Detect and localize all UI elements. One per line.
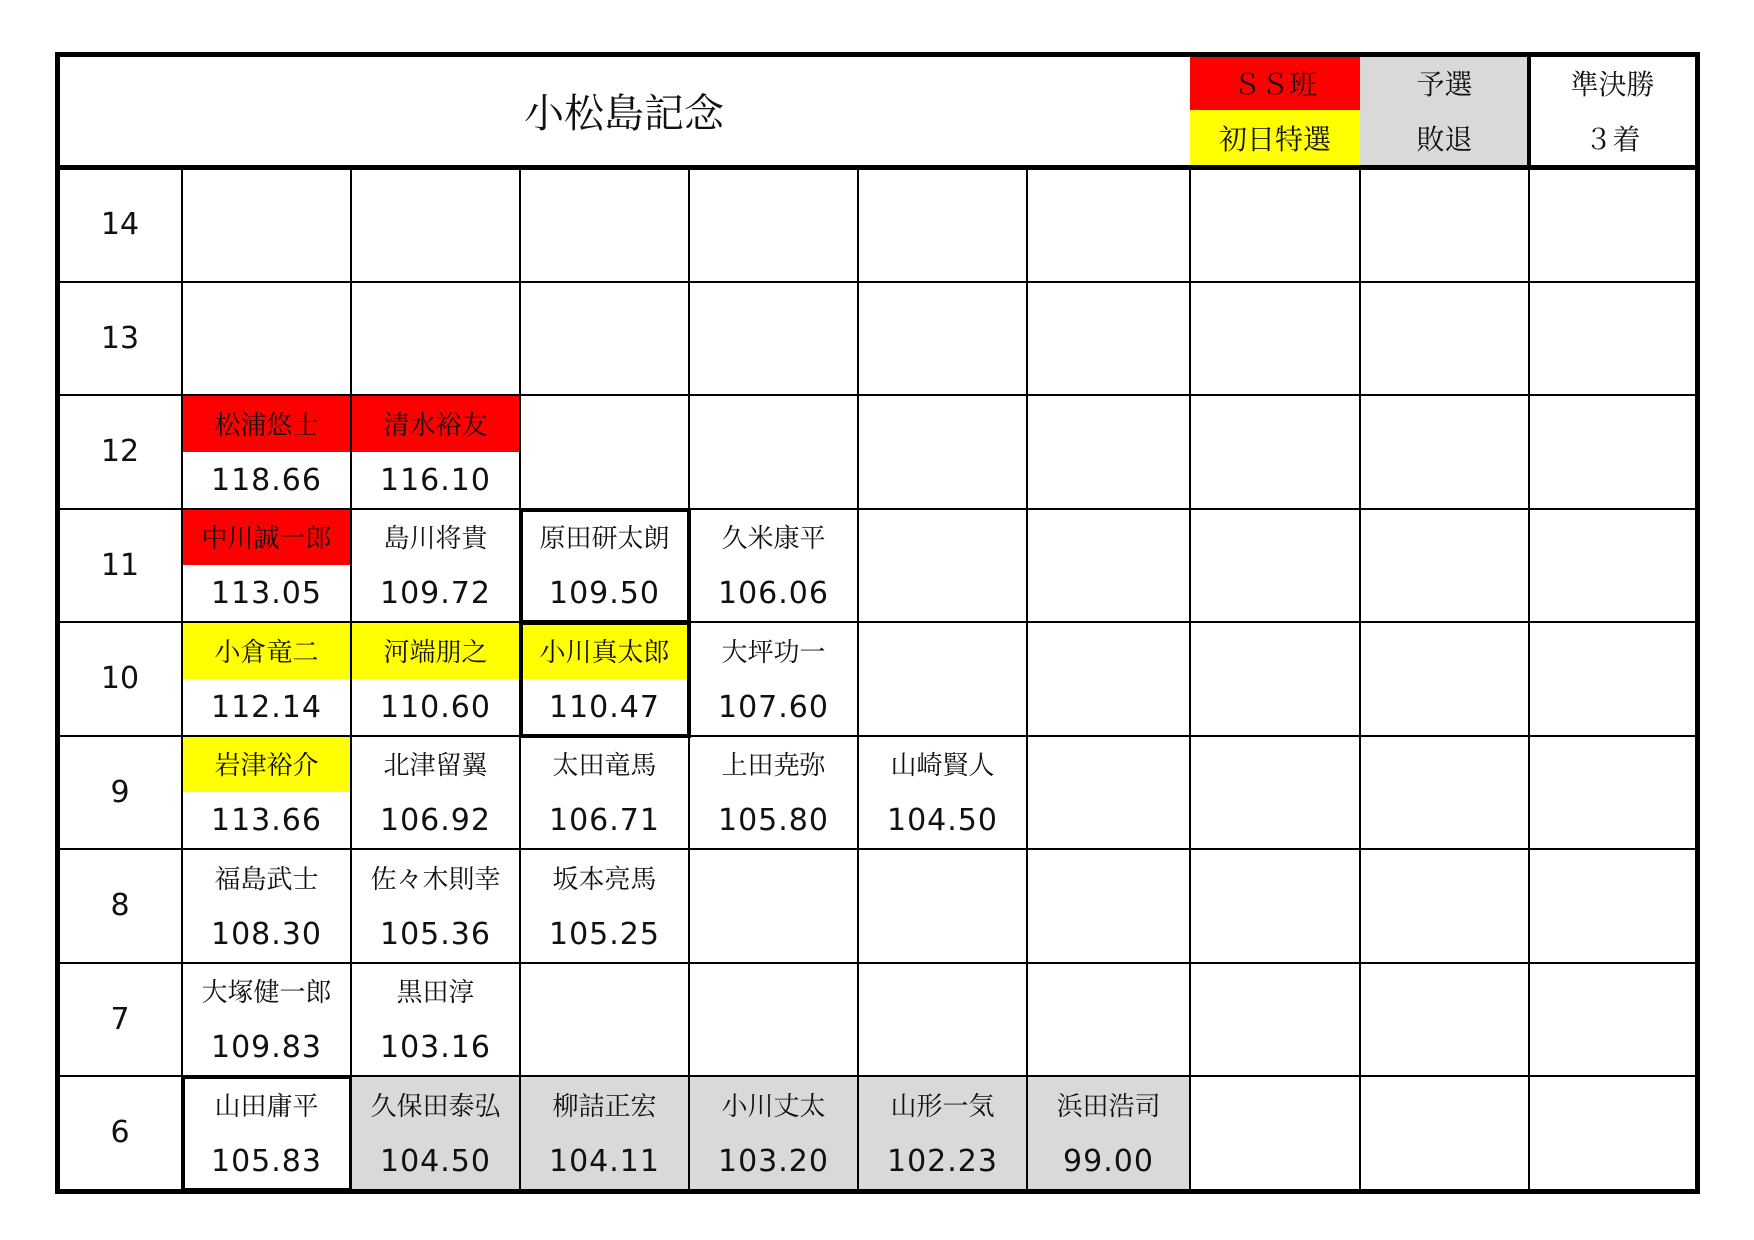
row-divider bbox=[58, 735, 1696, 737]
rider-score: 106.06 bbox=[718, 576, 829, 612]
rider-score: 116.10 bbox=[380, 462, 491, 498]
row-label: 13 bbox=[100, 320, 140, 356]
rider-name: 小倉竜二 bbox=[182, 622, 351, 679]
col-divider bbox=[1359, 168, 1361, 1190]
row-label: 11 bbox=[100, 547, 140, 583]
rider-name: 太田竜馬 bbox=[552, 751, 657, 782]
rider-score: 99.00 bbox=[1027, 1133, 1190, 1190]
rider-name: 島川将貴 bbox=[383, 524, 488, 555]
legend-semifinal-place: ３着 bbox=[1584, 122, 1641, 156]
row-divider bbox=[58, 962, 1696, 964]
rider-name: 山形一気 bbox=[858, 1076, 1027, 1133]
row-label: 8 bbox=[110, 888, 130, 924]
row-divider bbox=[58, 508, 1696, 510]
col-divider bbox=[519, 168, 521, 1190]
rider-name: 中川誠一郎 bbox=[182, 509, 351, 566]
row-label: 9 bbox=[110, 774, 130, 810]
rider-name: 松浦悠士 bbox=[182, 395, 351, 452]
rider-name: 久保田泰弘 bbox=[351, 1076, 520, 1133]
rider-score: 118.66 bbox=[211, 462, 322, 498]
row-label: 14 bbox=[100, 207, 140, 243]
row-label: 12 bbox=[100, 434, 140, 470]
rider-name: 河端朋之 bbox=[351, 622, 520, 679]
rider-score: 112.14 bbox=[211, 689, 322, 725]
rider-name: 大坪功一 bbox=[721, 637, 826, 668]
legend-eliminated: 敗退 bbox=[1360, 110, 1529, 165]
border-bottom bbox=[58, 1189, 1699, 1194]
rider-score: 105.36 bbox=[380, 916, 491, 952]
col-divider bbox=[1026, 168, 1028, 1190]
rider-score: 103.20 bbox=[689, 1133, 858, 1190]
rider-score: 106.92 bbox=[380, 803, 491, 839]
legend-opening-special: 初日特選 bbox=[1190, 110, 1360, 165]
rider-score: 104.11 bbox=[520, 1133, 689, 1190]
rider-score: 109.72 bbox=[380, 576, 491, 612]
rider-score: 105.80 bbox=[718, 803, 829, 839]
row-label: 6 bbox=[110, 1115, 130, 1151]
rider-score: 104.50 bbox=[887, 803, 998, 839]
col-divider bbox=[181, 168, 183, 1190]
rider-score: 113.66 bbox=[211, 803, 322, 839]
rider-name: 清水裕友 bbox=[351, 395, 520, 452]
rider-score: 109.83 bbox=[211, 1030, 322, 1066]
rider-name: 福島武士 bbox=[214, 864, 319, 895]
rider-name: 小川真太郎 bbox=[520, 622, 689, 679]
rider-name: 大塚健一郎 bbox=[201, 978, 332, 1009]
rider-name: 柳詰正宏 bbox=[520, 1076, 689, 1133]
row-divider bbox=[58, 621, 1696, 623]
row-label: 10 bbox=[100, 661, 140, 697]
row-divider bbox=[58, 848, 1696, 850]
legend-semifinal: 準決勝 bbox=[1570, 67, 1655, 101]
header-vdivider bbox=[1527, 55, 1531, 167]
rider-name: 北津留翼 bbox=[383, 751, 488, 782]
rider-name: 坂本亮馬 bbox=[552, 864, 657, 895]
rider-name: 原田研太朗 bbox=[539, 524, 670, 555]
border-top bbox=[58, 52, 1699, 57]
col-divider bbox=[350, 168, 352, 1190]
rider-name: 上田尭弥 bbox=[721, 751, 826, 782]
page-title: 小松島記念 bbox=[524, 90, 724, 137]
rider-score: 105.83 bbox=[211, 1143, 322, 1179]
rider-name: 黒田淳 bbox=[396, 978, 475, 1009]
rider-score: 102.23 bbox=[858, 1133, 1027, 1190]
legend-ss: ＳＳ班 bbox=[1190, 55, 1360, 110]
legend-prelim: 予選 bbox=[1360, 55, 1529, 110]
rider-score: 113.05 bbox=[211, 576, 322, 612]
col-divider bbox=[1528, 168, 1530, 1190]
rider-score: 108.30 bbox=[211, 916, 322, 952]
rider-score: 105.25 bbox=[549, 916, 660, 952]
rider-name: 山田庸平 bbox=[214, 1091, 319, 1122]
rider-name: 小川丈太 bbox=[689, 1076, 858, 1133]
row-label: 7 bbox=[110, 1001, 130, 1037]
rider-name: 浜田浩司 bbox=[1027, 1076, 1190, 1133]
rider-score: 109.50 bbox=[549, 576, 660, 612]
header-divider bbox=[58, 165, 1696, 170]
col-divider bbox=[857, 168, 859, 1190]
rider-score: 106.71 bbox=[549, 803, 660, 839]
col-divider bbox=[1189, 168, 1191, 1190]
row-divider bbox=[58, 1075, 1696, 1077]
col-divider bbox=[688, 168, 690, 1190]
rider-name: 久米康平 bbox=[721, 524, 826, 555]
row-divider bbox=[58, 394, 1696, 396]
rider-name: 山崎賢人 bbox=[890, 751, 995, 782]
rider-score: 103.16 bbox=[380, 1030, 491, 1066]
rider-name: 岩津裕介 bbox=[182, 736, 351, 793]
rider-name: 佐々木則幸 bbox=[370, 864, 501, 895]
row-divider bbox=[58, 281, 1696, 283]
rider-score: 110.47 bbox=[549, 689, 660, 725]
rider-score: 107.60 bbox=[718, 689, 829, 725]
rider-score: 110.60 bbox=[380, 689, 491, 725]
rider-score: 104.50 bbox=[351, 1133, 520, 1190]
